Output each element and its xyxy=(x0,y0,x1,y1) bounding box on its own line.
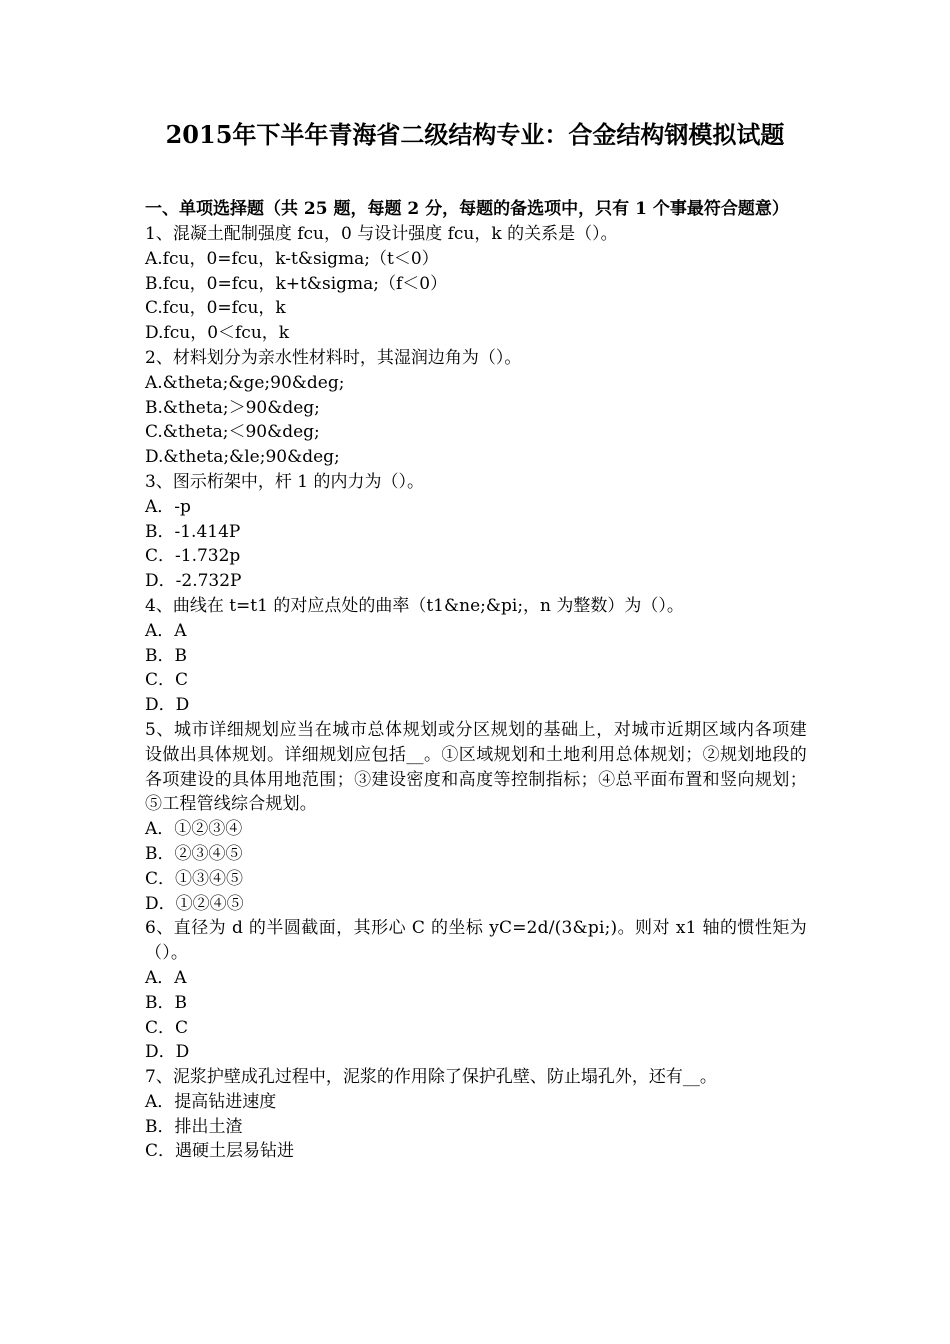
question-7-option-a: A．提高钻进速度 xyxy=(145,1091,277,1112)
question-2-stem: 2、材料划分为亲水性材料时，其湿润边角为（）。 xyxy=(145,347,522,368)
question-4-option-c: C．C xyxy=(145,670,189,691)
document-title: 2015年下半年青海省二级结构专业：合金结构钢模拟试题 xyxy=(165,120,785,149)
question-6-option-d: D．D xyxy=(145,1042,190,1063)
question-2-option-b: B.&theta;＞90&deg; xyxy=(145,397,320,418)
question-4-option-a: A．A xyxy=(145,620,187,641)
question-6-stem: 6、直径为 d 的半圆截面，其形心 C 的坐标 yC=2d/(3&pi;)。则对 x1 轴的惯性矩为（）。 xyxy=(145,918,807,964)
question-1-stem: 1、混凝土配制强度 fcu，0 与设计强度 fcu，k 的关系是（）。 xyxy=(145,224,618,244)
question-3-option-b: B．-1.414P xyxy=(145,521,241,542)
question-7-option-b: B．排出土渣 xyxy=(145,1116,243,1137)
document-body xyxy=(145,197,807,1164)
question-1-option-c: C.fcu，0=fcu，k xyxy=(145,298,286,319)
question-4-stem: 4、曲线在 t=t1 的对应点处的曲率（t1&ne;&pi;，n 为整数）为（）。 xyxy=(145,595,684,616)
question-3-option-a: A．-p xyxy=(145,496,191,517)
question-3-option-c: C．-1.732p xyxy=(145,546,241,567)
question-1-option-d: D.fcu，0＜fcu，k xyxy=(145,323,290,344)
question-5-option-b: B．②③④⑤ xyxy=(145,843,243,864)
question-4-option-b: B．B xyxy=(145,645,187,666)
question-1-option-b: B.fcu，0=fcu，k+t&sigma;（f＜0） xyxy=(145,273,448,294)
question-5-stem: 5、城市详细规划应当在城市总体规划或分区规划的基础上，对城市近期区域内各项建设做出具体规划。详细规划应包括__。①区域规划和土地利用总体规划；②规划地段的各项建设的具体用地范围；③建设密度和高度等控制指标；④总平面布置和竖向规划；⑤工程管线综合规划。 xyxy=(145,719,807,815)
section-heading: 一、单项选择题（共 25 题，每题 2 分，每题的备选项中，只有 1 个事最符合题意） xyxy=(145,199,789,219)
question-5-option-c: C．①③④⑤ xyxy=(145,868,244,889)
question-6-option-a: A．A xyxy=(145,967,187,988)
question-5-option-a: A．①②③④ xyxy=(145,819,243,840)
question-6-option-b: B．B xyxy=(145,992,187,1013)
question-7-option-c: C．遇硬土层易钻进 xyxy=(145,1141,295,1162)
question-2-option-d: D.&theta;&le;90&deg; xyxy=(145,447,340,468)
question-7-stem: 7、泥浆护壁成孔过程中，泥浆的作用除了保护孔壁、防止塌孔外，还有__。 xyxy=(145,1067,717,1088)
question-3-stem: 3、图示桁架中，杆 1 的内力为（）。 xyxy=(145,471,424,492)
question-2-option-c: C.&theta;＜90&deg; xyxy=(145,422,320,443)
question-5-option-d: D．①②④⑤ xyxy=(145,893,244,914)
question-3-option-d: D．-2.732P xyxy=(145,571,242,592)
question-1-option-a: A.fcu，0=fcu，k-t&sigma;（t＜0） xyxy=(145,248,439,269)
question-4-option-d: D．D xyxy=(145,695,190,716)
question-2-option-a: A.&theta;&ge;90&deg; xyxy=(145,372,345,393)
question-6-option-c: C．C xyxy=(145,1017,189,1038)
